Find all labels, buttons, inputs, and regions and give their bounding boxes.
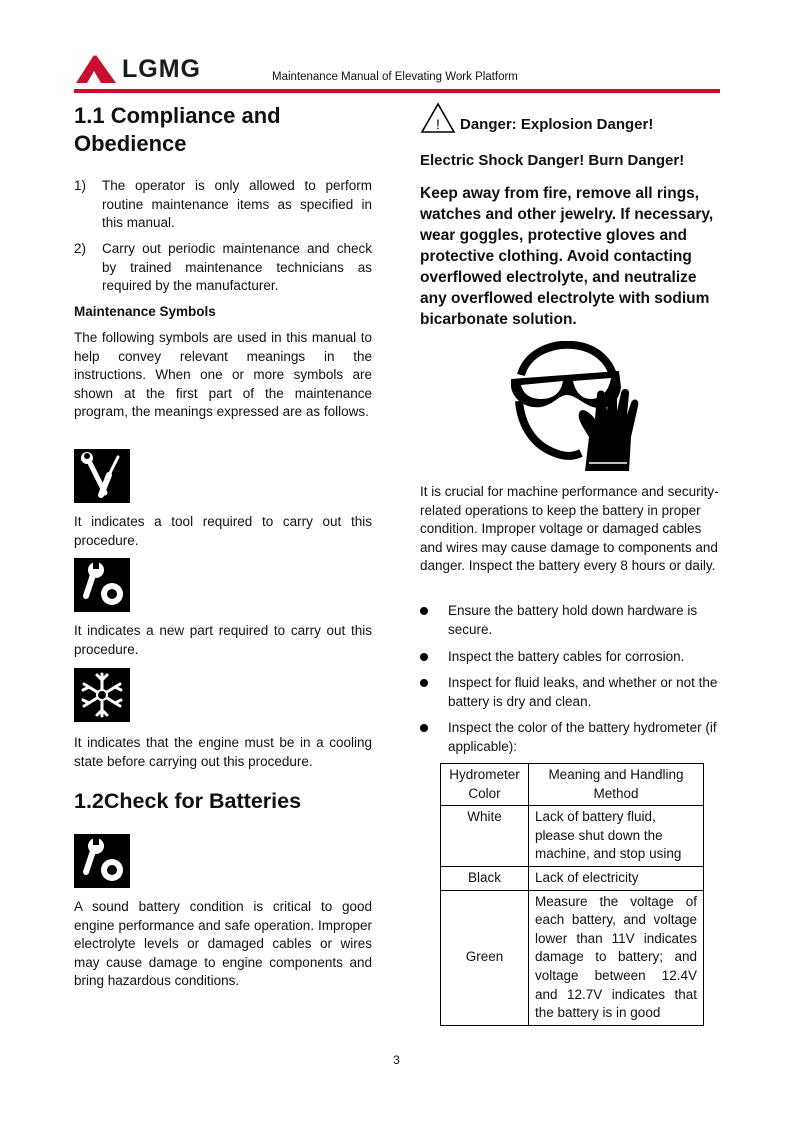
- tool-symbol-text: It indicates a tool required to carry out this procedure.: [74, 514, 372, 548]
- svg-text:!: !: [436, 116, 440, 132]
- tools-icon: [74, 449, 130, 503]
- new-part-icon: [74, 558, 130, 612]
- snowflake-icon: [74, 668, 130, 722]
- maintenance-symbols-heading: Maintenance Symbols: [74, 304, 216, 319]
- bullet-icon: [420, 607, 428, 615]
- page-number: 3: [393, 1053, 400, 1067]
- list-item: [420, 719, 720, 756]
- table-row: [441, 806, 704, 867]
- goggles-gloves-icon: [503, 341, 639, 473]
- table-row: [441, 866, 704, 890]
- bullet-icon: [420, 724, 428, 732]
- cell-color: Black: [441, 866, 529, 890]
- bullet-icon: [420, 679, 428, 687]
- warning-triangle-icon: [420, 102, 456, 134]
- header-title: Maintenance Manual of Elevating Work Platform: [272, 71, 518, 83]
- table-header-row: [441, 764, 704, 806]
- cell-color: White: [441, 806, 529, 867]
- bullet-text: Ensure the battery hold down hardware is secure.: [448, 603, 698, 637]
- bullet-text: Inspect the battery cables for corrosion.: [448, 649, 685, 664]
- battery-importance-text: It is crucial for machine performance and security-related operations to keep the battery in proper condition. Improper voltage or damaged cables and wires may cause damage to components and danger. Inspect the battery every 8 hours or daily.: [420, 484, 719, 574]
- section-1-2-title: 1.2Check for Batteries: [74, 789, 302, 813]
- section-1-1-title: 1.1 Compliance and Obedience: [74, 103, 281, 156]
- brand-name: LGMG: [122, 55, 201, 83]
- new-part-symbol-text: It indicates a new part required to carry out this procedure.: [74, 623, 372, 657]
- list-text: The operator is only allowed to perform routine maintenance items as specified in this manual.: [102, 178, 372, 231]
- cell-meaning: Lack of battery fluid, please shut down the machine, and stop using: [529, 806, 704, 867]
- danger-heading: [420, 102, 720, 136]
- symbols-intro: The following symbols are used in this manual to help convey relevant meanings in the instructions. When one or more symbols are shown at the first part of the maintenance program, the meanings expressed are as follows.: [74, 330, 372, 420]
- lgmg-logo-mark-icon: [74, 54, 118, 84]
- list-item: [74, 240, 372, 296]
- list-number: 2): [74, 241, 87, 256]
- header-cell-meaning: Meaning and Handling Method: [529, 764, 704, 806]
- header-divider: [74, 89, 720, 93]
- list-item: [420, 648, 720, 667]
- header-cell-color: Hydrometer Color: [441, 764, 529, 806]
- hydrometer-table: [440, 763, 704, 1026]
- danger-body: Keep away from fire, remove all rings, watches and other jewelry. If necessary, wear goggles, protective gloves and protective clothing. Avoid contacting overflowed electrolyte, and neutralize any overflowed electrolyte with sodium bicarbonate solution.: [420, 185, 714, 328]
- bullet-text: Inspect the color of the battery hydrometer (if applicable):: [448, 720, 717, 754]
- cell-color: Green: [441, 890, 529, 1025]
- cell-meaning: Lack of electricity: [529, 866, 704, 890]
- danger-title: Danger: Explosion Danger!: [460, 116, 654, 133]
- list-item: [74, 177, 372, 233]
- new-part-icon: [74, 834, 130, 888]
- lgmg-logo: [74, 54, 214, 84]
- table-row: [441, 890, 704, 1025]
- cell-meaning: Measure the voltage of each battery, and voltage lower than 11V indicates damage to battery; and voltage between 12.4V and 12.7V indicates that the battery is in good: [529, 890, 704, 1025]
- list-item: [420, 602, 720, 639]
- bullet-text: Inspect for fluid leaks, and whether or not the battery is dry and clean.: [448, 675, 718, 709]
- danger-subtitle: Electric Shock Danger! Burn Danger!: [420, 152, 685, 169]
- list-item: [420, 674, 720, 711]
- list-number: 1): [74, 178, 87, 193]
- cooling-symbol-text: It indicates that the engine must be in a cooling state before carrying out this procedure.: [74, 735, 372, 769]
- battery-intro: A sound battery condition is critical to good engine performance and safe operation. Improper electrolyte levels or damaged cables or wires may cause damage to engine components and bring hazardous conditions.: [74, 899, 372, 989]
- bullet-icon: [420, 653, 428, 661]
- list-text: Carry out periodic maintenance and check by trained maintenance technicians as required by the manufacturer.: [102, 241, 372, 294]
